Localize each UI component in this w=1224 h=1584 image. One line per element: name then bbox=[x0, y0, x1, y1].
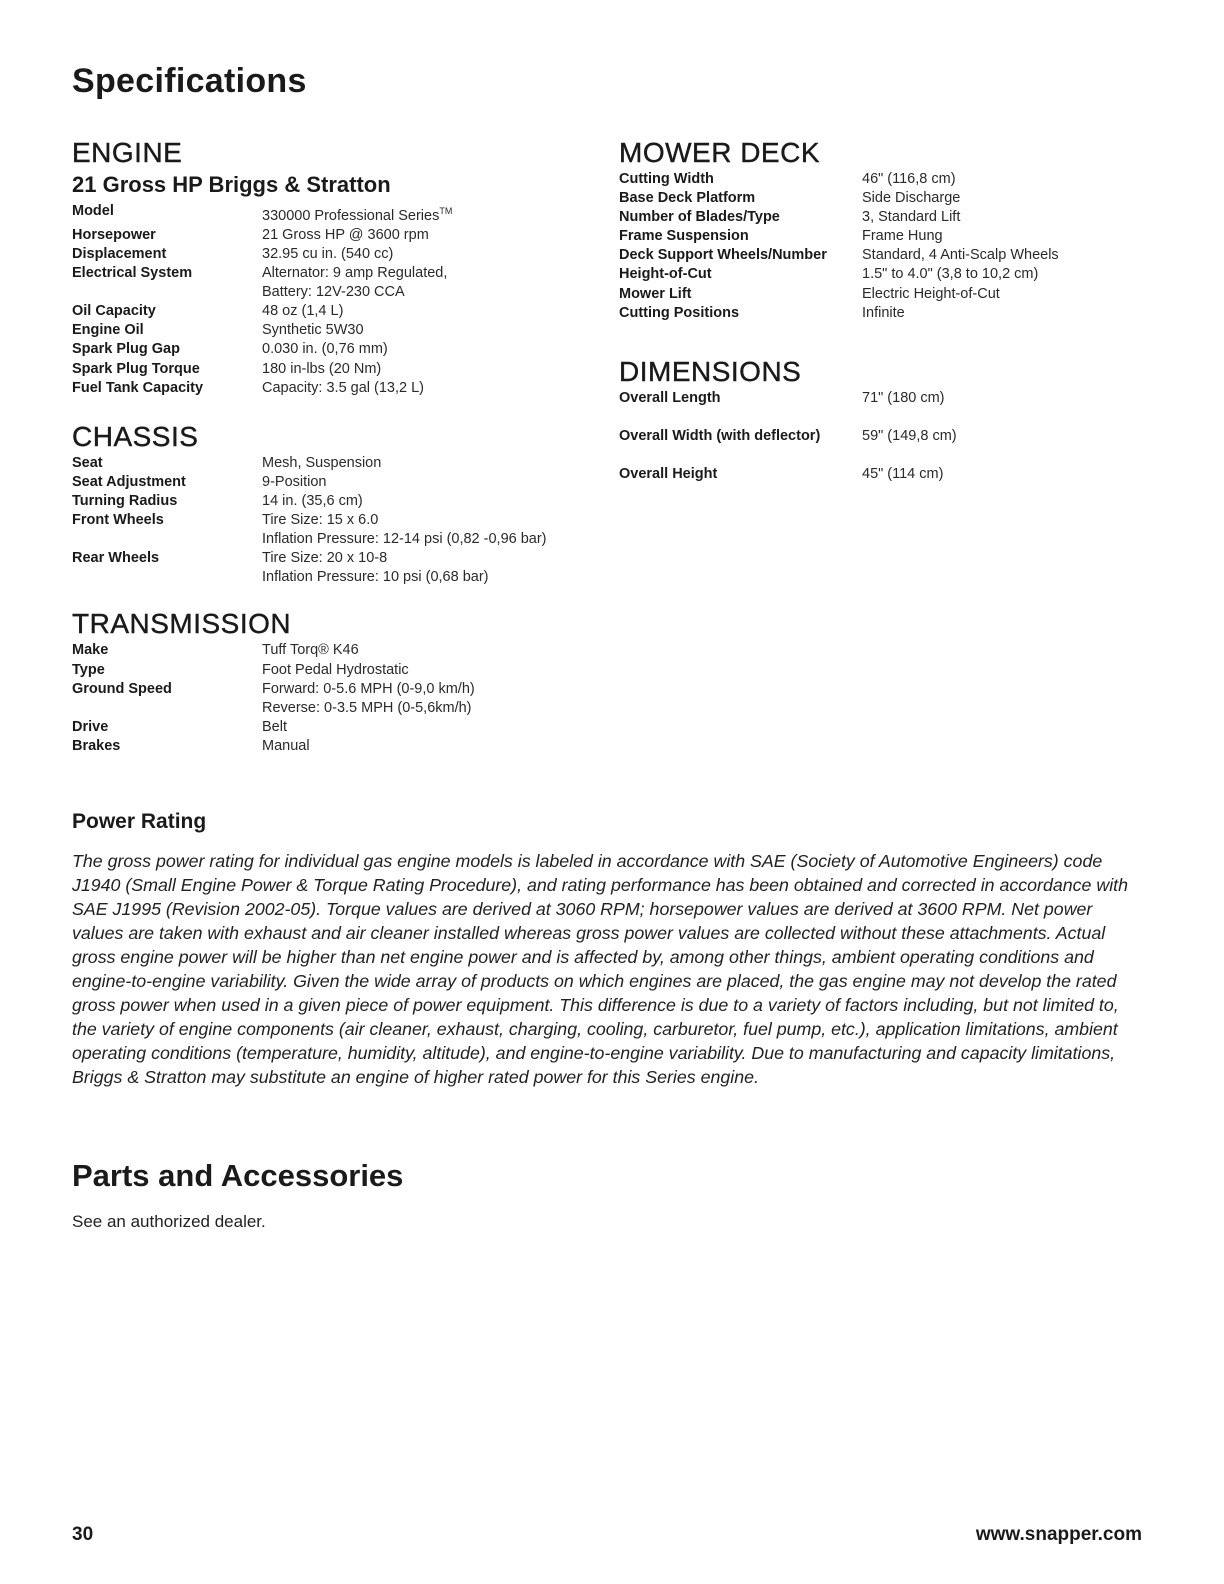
spec-value bbox=[262, 454, 381, 473]
spec-value bbox=[262, 226, 429, 245]
spec-value bbox=[862, 285, 1000, 304]
spec-value bbox=[862, 189, 960, 208]
spec-value-text: Foot Pedal Hydrostatic bbox=[262, 661, 409, 678]
spec-value bbox=[262, 641, 359, 660]
footer-url[interactable]: www.snapper.com bbox=[975, 1524, 1142, 1545]
spec-row bbox=[619, 465, 1179, 484]
spec-value-text: Mesh, Suspension bbox=[262, 454, 382, 471]
spec-value-text: 1.5" to 4.0" (3,8 to 10,2 cm) bbox=[862, 266, 1039, 283]
spec-value bbox=[262, 360, 381, 379]
spec-value bbox=[262, 321, 364, 340]
spec-row bbox=[619, 389, 1179, 408]
mower-deck-section bbox=[619, 136, 1179, 323]
spec-row bbox=[72, 718, 592, 737]
spec-label: Displacement bbox=[72, 246, 167, 263]
spec-value bbox=[862, 208, 960, 227]
spec-value-text: Side Discharge bbox=[862, 190, 961, 207]
spec-label: Front Wheels bbox=[72, 512, 164, 529]
spec-row bbox=[72, 321, 592, 340]
spec-row bbox=[72, 737, 592, 756]
spec-value bbox=[262, 473, 326, 492]
spec-value bbox=[262, 340, 388, 359]
spec-row bbox=[619, 304, 1179, 323]
spec-row bbox=[72, 226, 592, 245]
spec-label: Drive bbox=[72, 718, 109, 735]
spec-value-text: 0.030 in. (0,76 mm) bbox=[262, 341, 388, 358]
chassis-heading: CHASSIS bbox=[72, 420, 199, 452]
spec-row bbox=[72, 680, 592, 718]
spec-value-text: 45" (114 cm) bbox=[862, 465, 944, 482]
spec-label: Electrical System bbox=[72, 265, 193, 282]
spec-row bbox=[72, 511, 592, 549]
spec-label: Horsepower bbox=[72, 226, 156, 243]
spec-value bbox=[262, 264, 447, 302]
spec-row bbox=[619, 170, 1179, 189]
spec-value-text: Infinite bbox=[862, 304, 905, 321]
spec-row bbox=[72, 473, 592, 492]
spec-row bbox=[619, 189, 1179, 208]
spec-value bbox=[262, 549, 488, 587]
spec-value bbox=[862, 427, 957, 446]
spec-value-text: 59" (149,8 cm) bbox=[862, 427, 957, 444]
spec-row bbox=[72, 641, 592, 660]
spec-label: Make bbox=[72, 642, 109, 659]
spec-row bbox=[72, 454, 592, 473]
spec-label: Base Deck Platform bbox=[619, 190, 756, 207]
spec-value-text: 71" (180 cm) bbox=[862, 389, 945, 406]
left-column bbox=[72, 136, 592, 756]
engine-section bbox=[72, 136, 592, 398]
spec-value bbox=[862, 465, 943, 484]
spec-row bbox=[72, 661, 592, 680]
spec-label: Spark Plug Torque bbox=[72, 360, 200, 377]
dimensions-heading: DIMENSIONS bbox=[619, 355, 802, 387]
chassis-section bbox=[72, 420, 592, 588]
spec-row bbox=[619, 227, 1179, 246]
spec-value-text: Belt bbox=[262, 718, 287, 735]
spec-label: Type bbox=[72, 661, 105, 678]
spec-row bbox=[72, 340, 592, 359]
spec-label: Height-of-Cut bbox=[619, 266, 712, 283]
spec-value-text: Forward: 0-5.6 MPH (0-9,0 km/h) Reverse: 0-3.5 MPH (0-5,6km/h) bbox=[262, 680, 475, 716]
spec-label: Rear Wheels bbox=[72, 550, 160, 567]
spec-value bbox=[262, 202, 452, 226]
spec-label: Seat Adjustment bbox=[72, 473, 186, 490]
transmission-section bbox=[72, 607, 592, 756]
spec-row bbox=[72, 492, 592, 511]
spec-label: Seat bbox=[72, 454, 103, 471]
spec-row bbox=[619, 246, 1179, 265]
spec-label: Oil Capacity bbox=[72, 303, 156, 320]
spec-value bbox=[862, 246, 1059, 265]
spec-row bbox=[619, 265, 1179, 284]
spec-row bbox=[72, 264, 592, 302]
page-title: Specifications bbox=[72, 62, 307, 100]
spec-row bbox=[619, 285, 1179, 304]
engine-heading: ENGINE bbox=[72, 137, 183, 168]
spec-row bbox=[72, 360, 592, 379]
spec-label: Cutting Positions bbox=[619, 304, 740, 321]
spec-label: Engine Oil bbox=[72, 322, 144, 339]
spec-value-text: 48 oz (1,4 L) bbox=[262, 303, 344, 320]
spec-label: Cutting Width bbox=[619, 171, 714, 187]
spec-value bbox=[262, 737, 310, 756]
spec-value-text: 9-Position bbox=[262, 473, 327, 490]
spec-label: Overall Length bbox=[619, 389, 721, 406]
spec-value-text: 180 in-lbs (20 Nm) bbox=[262, 360, 382, 377]
spec-value bbox=[862, 389, 945, 408]
spec-value bbox=[262, 302, 343, 321]
spec-value-text: Standard, 4 Anti-Scalp Wheels bbox=[862, 247, 1059, 264]
mower-deck-heading: MOWER DECK bbox=[619, 137, 820, 168]
spec-value bbox=[262, 718, 287, 737]
spec-label: Turning Radius bbox=[72, 492, 178, 509]
spec-value-text: Frame Hung bbox=[862, 228, 943, 245]
dimensions-section bbox=[619, 355, 1179, 484]
spec-value-text: 21 Gross HP @ 3600 rpm bbox=[262, 226, 429, 243]
spec-value bbox=[262, 661, 409, 680]
spec-value-text: 3, Standard Lift bbox=[862, 209, 961, 226]
spec-value-text: 14 in. (35,6 cm) bbox=[262, 492, 363, 509]
spec-row bbox=[72, 245, 592, 264]
spec-value-text: Capacity: 3.5 gal (13,2 L) bbox=[262, 379, 425, 396]
spec-value-text: Alternator: 9 amp Regulated, Battery: 12V-230 CCA bbox=[262, 265, 448, 301]
spec-label: Mower Lift bbox=[619, 285, 692, 302]
spec-label: Overall Height bbox=[619, 465, 718, 482]
spec-value bbox=[262, 680, 475, 718]
spec-label: Number of Blades/Type bbox=[619, 209, 780, 226]
spec-value bbox=[862, 304, 905, 323]
spec-value bbox=[862, 170, 956, 189]
spec-value bbox=[862, 227, 943, 246]
spec-value-text: 32.95 cu in. (540 cc) bbox=[262, 246, 394, 263]
spec-row bbox=[72, 302, 592, 321]
spec-row bbox=[72, 379, 592, 398]
spec-label: Overall Width (with deflector) bbox=[619, 427, 821, 444]
spec-value-text: Electric Height-of-Cut bbox=[862, 285, 1000, 302]
spec-value-text: Tire Size: 20 x 10-8 Inflation Pressure: 10 psi (0,68 bar) bbox=[262, 550, 489, 586]
spec-label: Model bbox=[72, 203, 114, 219]
spec-value-text: Tuff Torq® K46 bbox=[262, 642, 359, 659]
spec-row bbox=[72, 202, 592, 226]
spec-value-text: 330000 Professional Series bbox=[262, 207, 440, 224]
spec-label: Deck Support Wheels/Number bbox=[619, 247, 827, 264]
spec-value bbox=[262, 492, 363, 511]
spec-label: Ground Speed bbox=[72, 680, 172, 697]
spec-value-text: Manual bbox=[262, 737, 310, 754]
chassis-spec-list bbox=[72, 454, 592, 588]
spec-value-text: Tire Size: 15 x 6.0 Inflation Pressure: 12-14 psi (0,82 -0,96 bar) bbox=[262, 512, 547, 548]
transmission-heading: TRANSMISSION bbox=[72, 608, 292, 640]
transmission-spec-list bbox=[72, 641, 592, 756]
spec-row bbox=[619, 208, 1179, 227]
spec-row bbox=[619, 427, 1179, 446]
parts-heading: Parts and Accessories bbox=[72, 1158, 404, 1193]
engine-subheading: 21 Gross HP Briggs & Stratton bbox=[72, 172, 391, 197]
mower-deck-spec-list bbox=[619, 170, 1179, 323]
spec-value bbox=[262, 245, 393, 264]
dimensions-spec-list bbox=[619, 389, 1179, 484]
spec-label: Fuel Tank Capacity bbox=[72, 379, 204, 396]
trademark-superscript: TM bbox=[439, 206, 453, 216]
right-column bbox=[619, 136, 1179, 503]
page-number: 30 bbox=[72, 1524, 94, 1545]
spec-value-text: 46" (116,8 cm) bbox=[862, 171, 956, 187]
spec-label: Spark Plug Gap bbox=[72, 341, 180, 358]
spec-value bbox=[262, 379, 424, 398]
spec-value bbox=[262, 511, 547, 549]
spec-label: Brakes bbox=[72, 737, 121, 754]
spec-value-text: Synthetic 5W30 bbox=[262, 322, 364, 339]
spec-row bbox=[72, 549, 592, 587]
parts-text: See an authorized dealer. bbox=[72, 1212, 266, 1231]
engine-spec-list bbox=[72, 202, 592, 398]
spec-value bbox=[862, 265, 1038, 284]
power-rating-text: The gross power rating for individual gas engine models is labeled in accordance with SAE (Society of Automotive Engineers) code J1940 (Small Engine Power & Torque Rating Procedure), and rating performance has been obtained and corrected in accordance with SAE J1995 (Revision 2002-05). Torque values are derived at 3060 RPM; horsepower values are derived at 3600 RPM. Net power values are taken with exhaust and air cleaner installed whereas gross power values are collected without these attachments. Actual gross engine power will be higher than net engine power and is affected by, among other things, ambient operating conditions and engine-to-engine variability. Given the wide array of products on which engines are placed, the gas engine may not develop the rated gross power when used in a given piece of power equipment. This difference is due to a variety of factors including, but not limited to, the variety of engine components (air cleaner, exhaust, charging, cooling, carburetor, fuel pump, etc.), application limitations, ambient operating conditions (temperature, humidity, altitude), and engine-to-engine variability. Due to manufacturing and capacity limitations, Briggs & Stratton may substitute an engine of higher rated power for this Series engine. bbox=[72, 851, 1128, 1087]
power-rating-heading: Power Rating bbox=[72, 810, 207, 833]
spec-label: Frame Suspension bbox=[619, 228, 749, 245]
